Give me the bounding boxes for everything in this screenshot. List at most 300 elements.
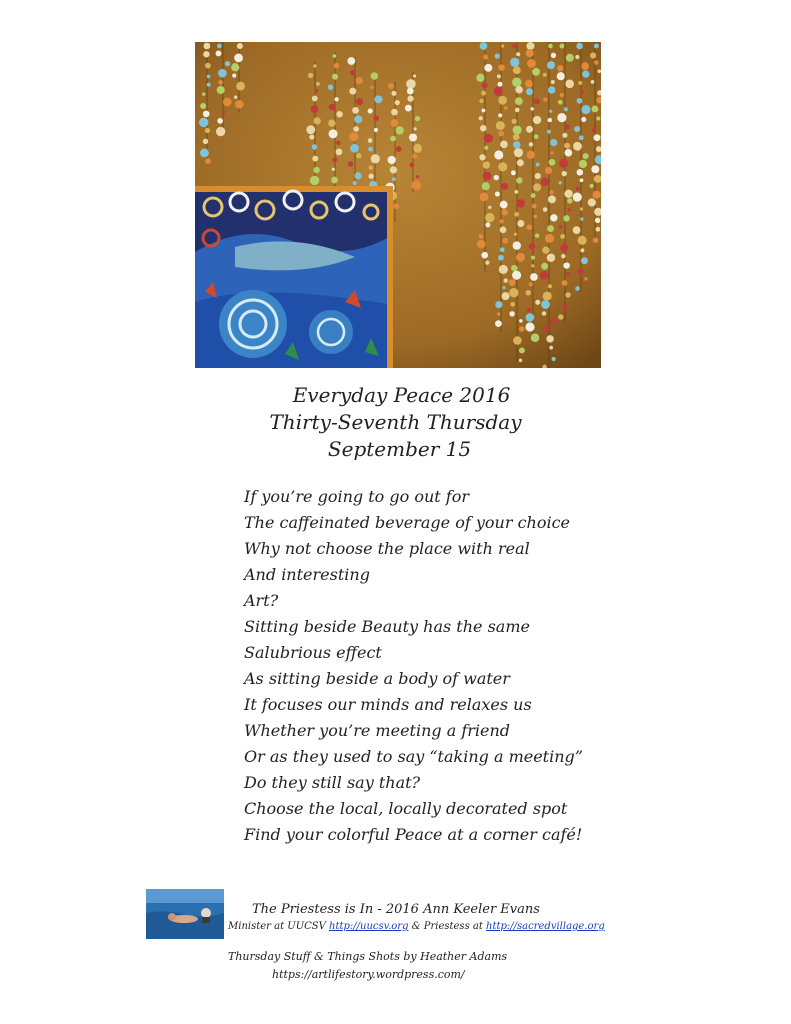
decorative-dot — [500, 201, 508, 209]
decorative-dot — [580, 91, 584, 95]
decorative-dot — [479, 116, 483, 120]
decorative-dot — [527, 308, 531, 312]
decorative-dot — [511, 170, 516, 175]
decorative-dot — [498, 113, 502, 117]
poem-line: And interesting — [244, 565, 370, 584]
decorative-dot — [234, 54, 243, 63]
decorative-dot — [495, 192, 500, 197]
decorative-dot — [526, 313, 535, 322]
decorative-dot — [548, 195, 556, 203]
decorative-dot — [543, 292, 552, 301]
decorative-dot — [519, 359, 522, 362]
decorative-dot — [532, 204, 537, 209]
sacredvillage-link[interactable]: http://sacredvillage.org — [486, 921, 605, 932]
decorative-dot — [512, 271, 521, 280]
decorative-dot — [529, 243, 536, 250]
decorative-dot — [594, 60, 599, 65]
decorative-dot — [551, 80, 555, 84]
decorative-dot — [204, 43, 211, 50]
decorative-dot — [564, 143, 570, 149]
decorative-dot — [479, 234, 484, 239]
decorative-dot — [479, 154, 485, 160]
decorative-dot — [531, 256, 535, 260]
decorative-dot — [533, 116, 541, 124]
decorative-dot — [529, 282, 533, 286]
uucsv-link[interactable]: http://uucsv.org — [329, 921, 409, 932]
decorative-dot — [573, 142, 582, 151]
decorative-dot — [313, 167, 319, 173]
decorative-dot — [548, 44, 553, 49]
swimmer-photo — [146, 889, 224, 939]
decorative-dot — [349, 88, 356, 95]
title-line-3: September 15 — [327, 437, 472, 461]
decorative-dot — [559, 44, 564, 49]
decorative-dot — [590, 52, 596, 58]
decorative-dot — [530, 273, 538, 281]
decorative-dot — [549, 110, 552, 113]
decorative-dot — [543, 207, 548, 212]
decorative-dot — [575, 286, 580, 291]
photo-credit: Thursday Stuff & Things Shots by Heather Adams — [228, 950, 508, 963]
decorative-dot — [519, 347, 525, 353]
decorative-dot — [540, 271, 549, 280]
decorative-dot — [200, 103, 206, 109]
painting-canvas — [195, 186, 393, 368]
decorative-dot — [581, 257, 588, 264]
decorative-dot — [494, 150, 503, 159]
decorative-dot — [356, 98, 363, 105]
decorative-dot — [542, 311, 546, 315]
decorative-dot — [328, 85, 334, 91]
decorative-dot — [502, 238, 508, 244]
decorative-dot — [527, 151, 535, 159]
decorative-dot — [580, 217, 583, 220]
decorative-dot — [390, 136, 396, 142]
poem-line: The caffeinated beverage of your choice — [244, 513, 571, 532]
decorative-dot — [544, 326, 550, 332]
decorative-dot — [560, 93, 564, 97]
decorative-dot — [564, 190, 572, 198]
decorative-dot — [565, 79, 574, 88]
decorative-dot — [485, 222, 490, 227]
decorative-dot — [509, 279, 516, 286]
decorative-dot — [481, 108, 485, 112]
decorative-dot — [514, 148, 523, 157]
decorative-dot — [594, 44, 599, 49]
decorative-dot — [546, 335, 553, 342]
decorative-dot — [510, 58, 519, 67]
decorative-dot — [391, 109, 398, 116]
poem-line: Do they still say that? — [244, 773, 421, 792]
decorative-dot — [592, 106, 599, 113]
decorative-dot — [216, 127, 225, 136]
decorative-dot — [370, 86, 373, 89]
decorative-dot — [562, 171, 567, 176]
decorative-dot — [498, 64, 504, 70]
decorative-dot — [481, 252, 488, 259]
decorative-dot — [334, 63, 340, 69]
decorative-dot — [526, 42, 534, 50]
decorative-dot — [352, 107, 359, 114]
decorative-dot — [484, 134, 493, 143]
decorative-dot — [511, 265, 517, 271]
decorative-dot — [592, 128, 596, 132]
decorative-dot — [589, 184, 593, 188]
decorative-dot — [509, 311, 514, 316]
poem-line: If you’re going to go out for — [244, 487, 469, 506]
decorative-dot — [560, 234, 565, 239]
decorative-dot — [371, 154, 380, 163]
decorative-dot — [407, 88, 414, 95]
decorative-dot — [350, 144, 359, 153]
decorative-dot — [205, 158, 211, 164]
decorative-dot — [482, 182, 490, 190]
decorative-dot — [495, 320, 502, 327]
decorative-dot — [533, 183, 541, 191]
decorative-dot — [480, 125, 486, 131]
decorative-dot — [573, 226, 581, 234]
decorative-dot — [334, 97, 338, 101]
decorative-dot — [500, 247, 505, 252]
decorative-dot — [416, 175, 419, 178]
decorative-dot — [543, 73, 547, 77]
decorative-dot — [576, 43, 583, 50]
decorative-dot — [371, 72, 378, 79]
decorative-dot — [222, 110, 225, 113]
decorative-dot — [527, 224, 533, 230]
decorative-dot — [573, 193, 582, 202]
decorative-dot — [578, 81, 582, 85]
decorative-dot — [534, 134, 539, 139]
decorative-dot — [595, 218, 600, 223]
decorative-dot — [504, 106, 508, 110]
decorative-dot — [512, 44, 517, 49]
decorative-dot — [393, 203, 399, 209]
decorative-dot — [526, 49, 534, 57]
decorative-dot — [391, 91, 396, 96]
decorative-dot — [565, 124, 570, 129]
decorative-dot — [308, 73, 313, 78]
decorative-dot — [481, 91, 486, 96]
decorative-dot — [331, 177, 338, 184]
decorative-dot — [495, 54, 500, 59]
decorative-dot — [541, 300, 550, 309]
decorative-dot — [350, 70, 355, 75]
poem-body — [244, 484, 764, 848]
decorative-dot — [526, 126, 533, 133]
decorative-dot — [566, 272, 570, 276]
decorative-dot — [512, 119, 517, 124]
decorative-dot — [547, 130, 551, 134]
decorative-dot — [542, 247, 549, 254]
decorative-dot — [237, 43, 243, 49]
decorative-dot — [562, 133, 567, 138]
decorative-dot — [502, 286, 505, 289]
decorative-dot — [549, 190, 553, 194]
decorative-dot — [516, 253, 525, 262]
poem-line: Whether you’re meeting a friend — [244, 721, 511, 740]
decorative-dot — [368, 108, 373, 113]
decorative-dot — [407, 96, 413, 102]
decorative-dot — [582, 70, 589, 77]
decorative-dot — [583, 153, 589, 159]
decorative-dot — [499, 265, 508, 274]
decorative-dot — [392, 177, 396, 181]
decorative-dot — [205, 128, 210, 133]
decorative-dot — [559, 225, 563, 229]
decorative-dot — [531, 264, 534, 267]
decorative-dot — [513, 141, 520, 148]
decorative-dot — [579, 135, 584, 140]
decorative-dot — [533, 214, 537, 218]
decorative-dot — [562, 304, 568, 310]
decorative-dot — [514, 190, 518, 194]
decorative-dot — [312, 156, 318, 162]
decorative-dot — [312, 144, 318, 150]
decorative-dot — [501, 292, 509, 300]
decorative-dot — [547, 225, 554, 232]
credit-url: https://artlifestory.wordpress.com/ — [272, 968, 465, 981]
decorative-dot — [513, 241, 521, 249]
decorative-dot — [494, 87, 503, 96]
decorative-dot — [412, 180, 422, 190]
poem-line: Salubrious effect — [244, 643, 382, 662]
decorative-dot — [515, 97, 523, 105]
decorative-dot — [529, 142, 534, 147]
decorative-dot — [390, 166, 397, 173]
decorative-dot — [409, 163, 414, 168]
decorative-dot — [412, 154, 417, 159]
decorative-dot — [531, 107, 534, 110]
decorative-dot — [510, 302, 515, 307]
decorative-dot — [388, 83, 394, 89]
poem-line: Or as they used to say “taking a meeting” — [244, 747, 583, 766]
decorative-dot — [312, 96, 318, 102]
decorative-dot — [413, 74, 416, 77]
poem-line: As sitting beside a body of water — [244, 669, 510, 688]
decorative-dot — [591, 80, 595, 84]
decorative-dot — [558, 100, 563, 105]
decorative-dot — [567, 198, 572, 203]
decorative-dot — [517, 159, 524, 166]
decorative-dot — [217, 118, 223, 124]
decorative-dot — [513, 336, 522, 345]
decorative-dot — [594, 134, 601, 141]
cafe-art-photo — [195, 42, 601, 368]
decorative-dot — [541, 263, 548, 270]
decorative-dot — [561, 254, 565, 258]
poem-line: Find your colorful Peace at a corner café! — [244, 825, 583, 844]
decorative-dot — [500, 141, 508, 149]
decorative-dot — [547, 61, 555, 69]
decorative-dot — [535, 300, 540, 305]
decorative-dot — [369, 166, 373, 170]
decorative-dot — [314, 117, 321, 124]
decorative-dot — [406, 79, 416, 89]
decorative-dot — [498, 131, 504, 137]
decorative-dot — [584, 277, 587, 280]
decorative-dot — [534, 98, 540, 104]
decorative-dot — [329, 129, 338, 138]
title-line-2: Thirty-Seventh Thursday — [269, 410, 522, 434]
decorative-dot — [564, 107, 568, 111]
decorative-dot — [353, 181, 357, 185]
decorative-dot — [549, 159, 556, 166]
decorative-dot — [309, 134, 314, 139]
decorative-dot — [526, 88, 533, 95]
decorative-dot — [332, 168, 335, 171]
decorative-dot — [306, 125, 315, 134]
decorative-dot — [354, 115, 362, 123]
decorative-dot — [200, 149, 209, 158]
decorative-dot — [541, 178, 549, 186]
decorative-dot — [216, 51, 222, 57]
priestess-label: & Priestess at — [408, 921, 487, 932]
decorative-dot — [347, 57, 355, 65]
decorative-dot — [535, 233, 539, 237]
decorative-dot — [218, 69, 227, 78]
decorative-dot — [207, 75, 211, 79]
decorative-dot — [527, 59, 536, 68]
decorative-dot — [499, 219, 503, 223]
decorative-dot — [405, 105, 412, 112]
decorative-dot — [314, 89, 318, 93]
decorative-dot — [203, 139, 208, 144]
decorative-dot — [577, 98, 583, 104]
decorative-dot — [501, 183, 508, 190]
decorative-dot — [525, 80, 533, 88]
decorative-dot — [413, 127, 416, 130]
decorative-dot — [311, 105, 319, 113]
decorative-dot — [336, 111, 342, 117]
decorative-dot — [563, 215, 569, 221]
decorative-dot — [336, 148, 343, 155]
decorative-dot — [501, 209, 507, 215]
decorative-dot — [374, 115, 380, 121]
decorative-dot — [396, 146, 402, 152]
decorative-dot — [526, 290, 531, 295]
decorative-dot — [557, 72, 565, 80]
decorative-dot — [496, 121, 505, 130]
decorative-dot — [356, 77, 363, 84]
decorative-dot — [550, 152, 553, 155]
decorative-dot — [202, 92, 206, 96]
decorative-dot — [368, 138, 373, 143]
decorative-dot — [513, 125, 522, 134]
decorative-dot — [558, 314, 563, 319]
decorative-dot — [349, 132, 358, 141]
decorative-dot — [531, 193, 536, 198]
decorative-dot — [328, 119, 335, 126]
decorative-dot — [504, 278, 508, 282]
decorative-dot — [374, 95, 382, 103]
decorative-dot — [581, 117, 586, 122]
decorative-dot — [333, 54, 337, 58]
decorative-dot — [560, 244, 568, 252]
decorative-dot — [235, 100, 244, 109]
decorative-dot — [390, 119, 398, 127]
decorative-dot — [476, 74, 484, 82]
decorative-dot — [415, 116, 420, 121]
decorative-dot — [313, 64, 317, 68]
decorative-dot — [543, 97, 547, 101]
decorative-dot — [498, 255, 504, 261]
decorative-dot — [563, 262, 569, 268]
decorative-dot — [480, 192, 489, 201]
decorative-dot — [205, 63, 211, 69]
decorative-dot — [477, 240, 486, 249]
minister-label: Minister at UUCSV — [228, 921, 330, 932]
decorative-dot — [329, 104, 336, 111]
decorative-dot — [595, 227, 600, 232]
title-line-1: Everyday Peace 2016 — [292, 383, 511, 407]
decorative-dot — [232, 74, 236, 78]
decorative-dot — [516, 52, 520, 56]
decorative-dot — [565, 292, 571, 298]
decorative-dot — [485, 213, 494, 222]
decorative-dot — [545, 234, 554, 243]
footer-title: The Priestess is In - 2016 Ann Keeler Evans — [252, 902, 540, 917]
decorative-dot — [368, 147, 373, 152]
decorative-dot — [580, 178, 584, 182]
decorative-dot — [509, 288, 518, 297]
decorative-dot — [568, 208, 571, 211]
decorative-dot — [548, 86, 555, 93]
decorative-dot — [525, 322, 534, 331]
decorative-dot — [557, 113, 566, 122]
decorative-dot — [580, 248, 584, 252]
decorative-dot — [532, 68, 540, 76]
decorative-dot — [516, 177, 522, 183]
decorative-dot — [592, 191, 600, 199]
decorative-dot — [356, 153, 361, 158]
footer-affiliations — [228, 921, 605, 932]
decorative-dot — [515, 86, 523, 94]
decorative-dot — [549, 346, 553, 350]
decorative-dot — [562, 280, 568, 286]
decorative-dot — [597, 69, 601, 73]
decorative-dot — [203, 111, 210, 118]
decorative-dot — [550, 139, 557, 146]
decorative-dot — [374, 128, 378, 132]
decorative-dot — [557, 65, 563, 71]
decorative-dot — [551, 317, 558, 324]
decorative-dot — [591, 165, 599, 173]
decorative-dot — [519, 319, 523, 323]
decorative-dot — [217, 44, 222, 49]
decorative-dot — [559, 158, 568, 167]
decorative-dot — [548, 118, 552, 122]
decorative-dot — [332, 157, 337, 162]
decorative-dot — [353, 126, 359, 132]
decorative-dot — [413, 144, 422, 153]
decorative-dot — [550, 214, 557, 221]
decorative-dot — [581, 105, 590, 114]
decorative-dot — [482, 82, 488, 88]
decorative-dot — [479, 99, 483, 103]
decorative-dot — [203, 51, 209, 57]
decorative-dot — [368, 174, 373, 179]
decorative-dot — [484, 64, 492, 72]
decorative-dot — [484, 146, 488, 150]
poem-line: Choose the local, locally decorated spot — [244, 799, 568, 818]
poem-line: Sitting beside Beauty has the same — [244, 617, 530, 636]
decorative-dot — [596, 116, 600, 120]
decorative-dot — [580, 207, 583, 210]
decorative-dot — [517, 220, 524, 227]
decorative-dot — [566, 54, 574, 62]
decorative-dot — [548, 284, 552, 288]
